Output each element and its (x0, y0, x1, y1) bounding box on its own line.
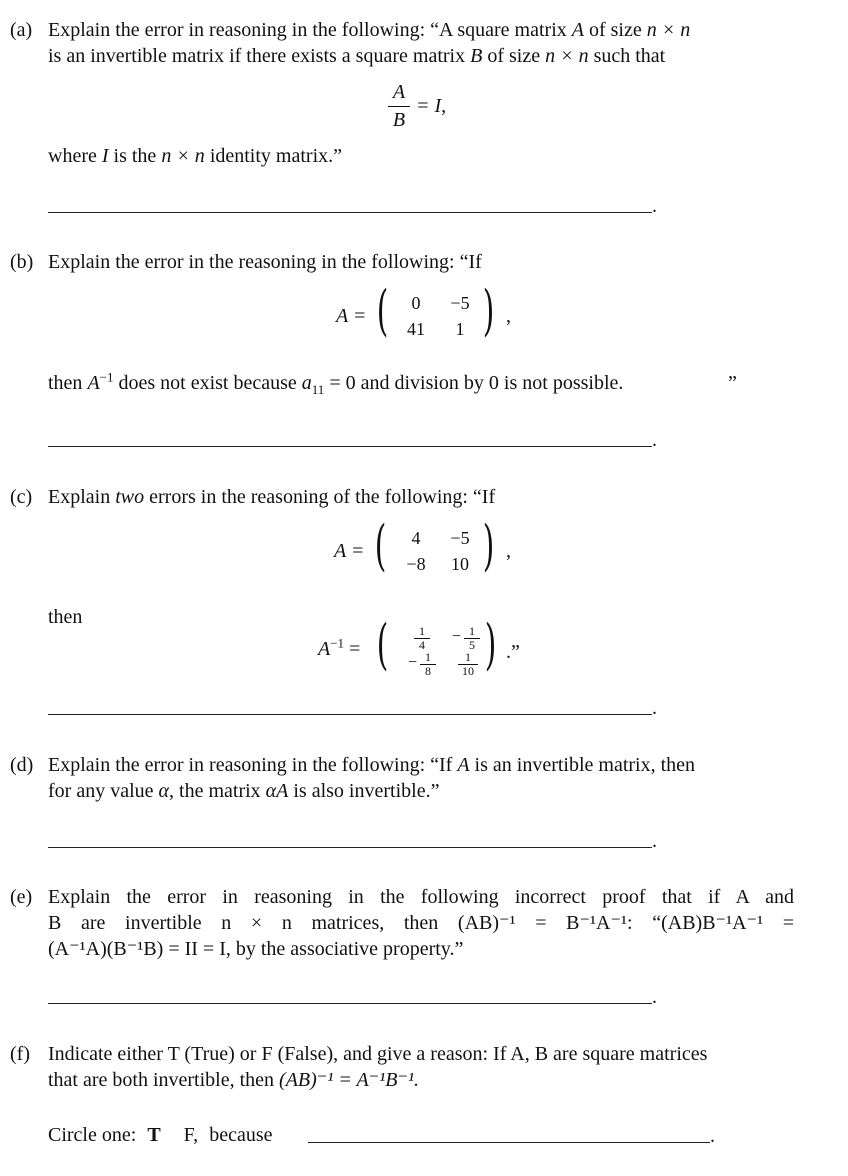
part-c-f21: 1 8 (420, 651, 436, 677)
part-c-f11: 1 4 (414, 625, 430, 651)
part-c-inv-left-paren: ( (376, 613, 389, 676)
part-b-label: (b) (10, 251, 34, 273)
part-e-line1: Explain the error in reasoning in the following incorrect proof that if A and (48, 886, 794, 908)
part-c-f21-sign: − (408, 654, 418, 671)
part-e-answer-dot: . (652, 986, 657, 1008)
part-c-line1: Explain two errors in the reasoning of the following: “If (48, 486, 496, 508)
part-f-line1: Indicate either T (True) or F (False), and give a reason: If A, B are square matrices (48, 1043, 708, 1065)
part-a-line3: where I is the n × n identity matrix.” (48, 145, 342, 167)
part-a-answer-dot: . (652, 195, 657, 217)
because-label: because (209, 1124, 273, 1146)
part-c-inv-lhs: $A^{-1}$ = (318, 635, 361, 660)
part-f-label: (f) (10, 1043, 30, 1065)
part-b-comma: , (506, 305, 511, 327)
part-b-m21: 41 (407, 319, 425, 339)
part-b-eq-lhs: A = (336, 305, 367, 327)
part-c-comma: , (506, 540, 511, 562)
part-f-answer-line[interactable] (308, 1142, 710, 1143)
part-b-answer-dot: . (652, 429, 657, 451)
part-b-m12: −5 (450, 293, 470, 313)
part-c-answer-line[interactable] (48, 714, 652, 715)
part-f-circle-row (48, 1123, 272, 1148)
part-c-inv-right-paren: ) (484, 613, 497, 676)
part-b-answer-line[interactable] (48, 446, 652, 447)
part-c-right-paren: ) (482, 514, 495, 577)
part-b-line2: then $A^{-1}$ does not exist because $a_{11} = 0$ and division by 0 is not possible. (48, 369, 624, 397)
part-c-f12: 1 5 (464, 625, 480, 651)
part-e-line3: (A⁻¹A)(B⁻¹B) = II = I, by the associative property.” (48, 938, 464, 960)
part-b-right-paren: ) (482, 279, 495, 342)
part-e-answer-line[interactable] (48, 1003, 652, 1004)
part-a-eq-rhs: = I, (416, 95, 447, 117)
part-c-m22: 10 (451, 554, 469, 574)
part-f-line2: that are both invertible, then (AB)⁻¹ = A⁻¹B⁻¹. (48, 1069, 420, 1091)
part-c-m12: −5 (450, 528, 470, 548)
part-c-f22: 1 10 (458, 651, 478, 677)
part-c-label: (c) (10, 486, 33, 508)
part-c-m21: −8 (406, 554, 426, 574)
part-d-line2: for any value α, the matrix αA is also invertible.” (48, 780, 440, 802)
part-b-line1: Explain the error in the reasoning in the following: “If (48, 251, 482, 273)
part-a-fraction: A B (388, 80, 410, 133)
part-c-eq-lhs: A = (334, 540, 365, 562)
true-option[interactable]: T (147, 1124, 161, 1146)
part-b-left-paren: ( (376, 279, 389, 342)
part-f-answer-dot: . (710, 1125, 715, 1147)
part-a-answer-line[interactable] (48, 212, 652, 213)
part-a-line1: Explain the error in reasoning in the following: “A square matrix A of size n × n (48, 19, 691, 41)
part-c-then: then (48, 606, 83, 628)
part-c-end: .” (506, 641, 520, 663)
part-c-m11: 4 (411, 528, 421, 548)
part-e-line2: B are invertible n × n matrices, then (AB)⁻¹ = B⁻¹A⁻¹: “(AB)B⁻¹A⁻¹ = (48, 912, 794, 934)
part-d-answer-dot: . (652, 830, 657, 852)
part-b-m22: 1 (455, 319, 465, 339)
part-d-line1: Explain the error in reasoning in the following: “If A is an invertible matrix, then (48, 754, 696, 776)
circle-one-label: Circle one: (48, 1124, 137, 1146)
part-c-answer-dot: . (652, 697, 657, 719)
false-option[interactable]: F, (183, 1124, 199, 1146)
part-c-left-paren: ( (374, 514, 387, 577)
part-d-answer-line[interactable] (48, 847, 652, 848)
part-c-f12-sign: − (452, 628, 462, 645)
part-b-m11: 0 (411, 293, 421, 313)
part-a-label: (a) (10, 19, 33, 41)
part-e-label: (e) (10, 886, 33, 908)
part-d-label: (d) (10, 754, 34, 776)
part-a-line2: is an invertible matrix if there exists a square matrix B of size n × n such that (48, 45, 666, 67)
part-b-quote-end: ” (728, 372, 737, 394)
